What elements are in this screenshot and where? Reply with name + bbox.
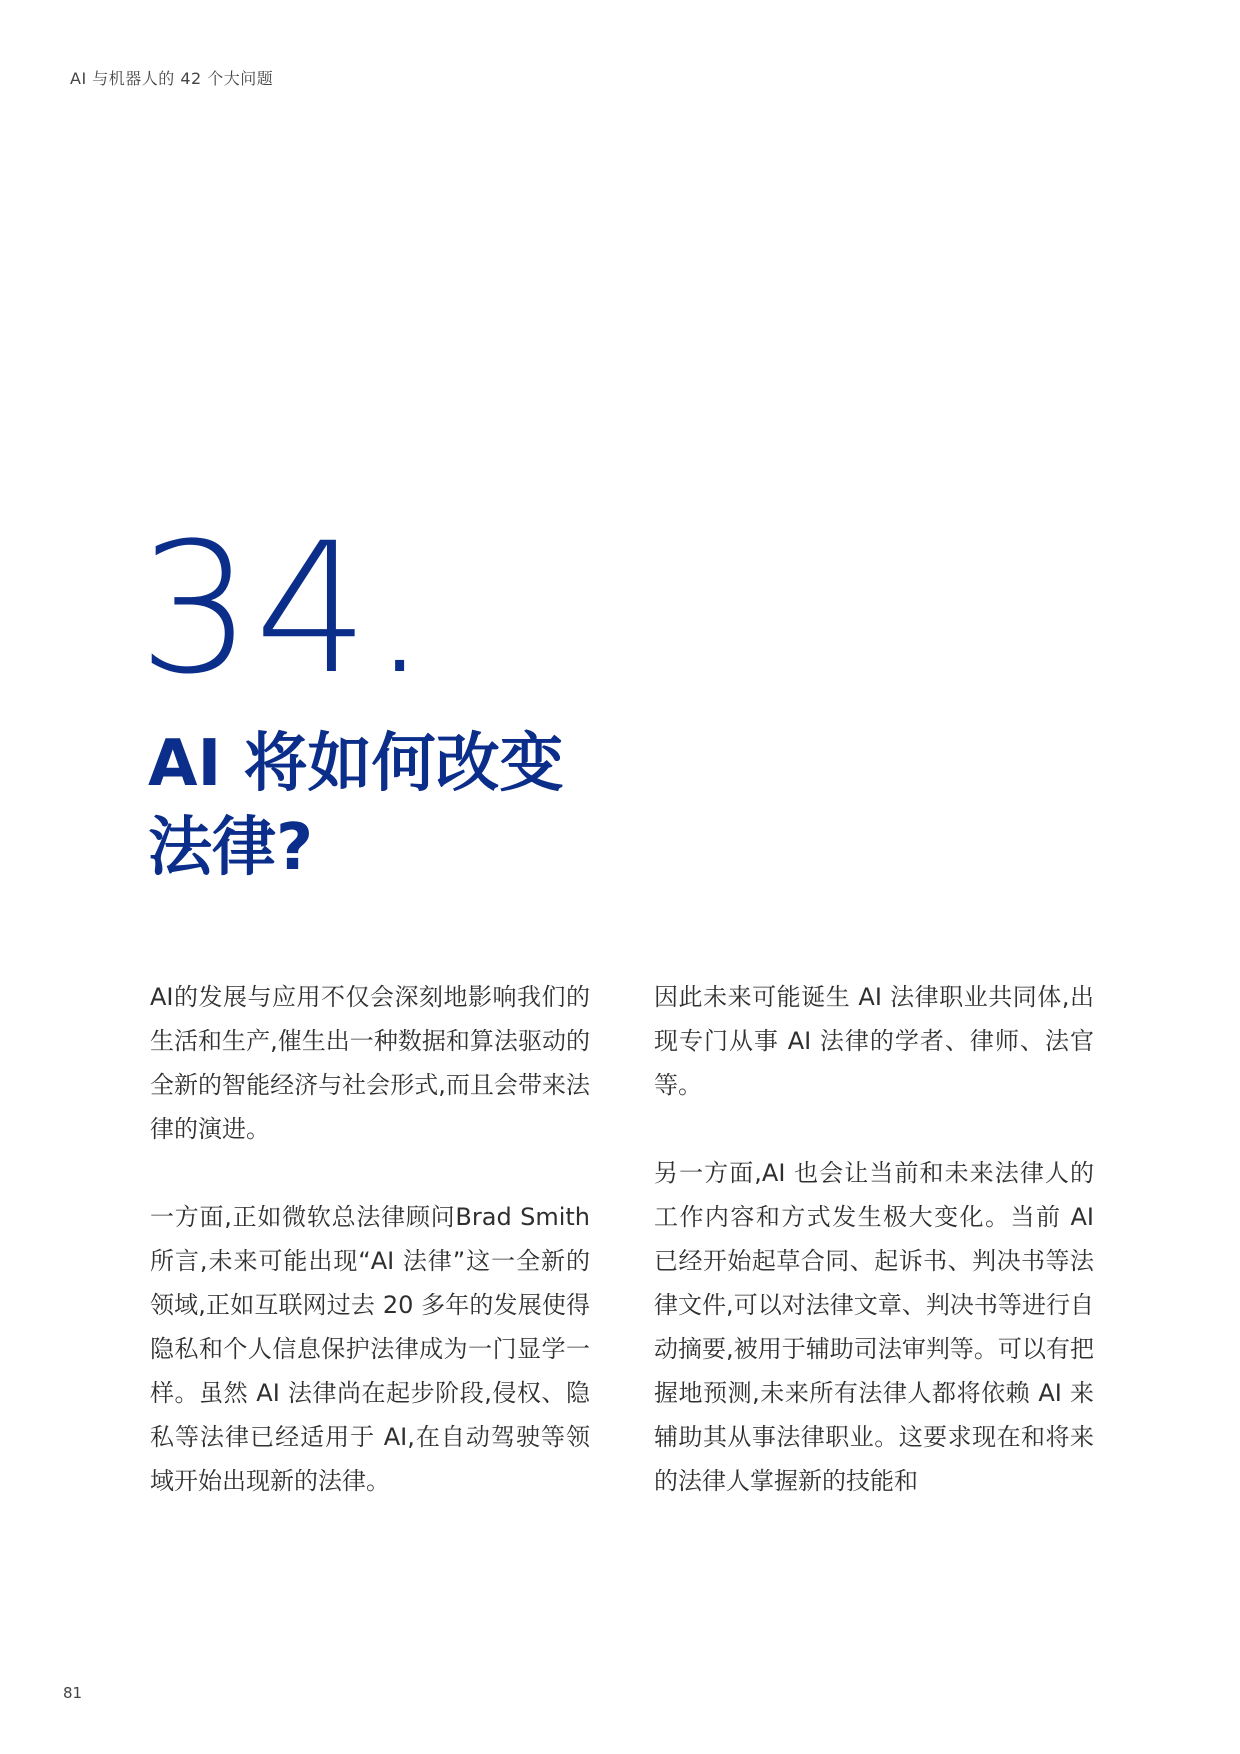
- running-header: AI 与机器人的 42 个大问题: [70, 69, 274, 88]
- body-paragraph: 另一方面,AI 也会让当前和未来法律人的工作内容和方式发生极大变化。当前 AI 已经开始起草合同、起诉书、判决书等法律文件,可以对法律文章、判决书等进行自动摘要,被用于辅助司法审判等。可以有把握地预测,未来所有法律人都将依赖 AI 来辅助其从事法律职业。这要求现在和将来的法律人掌握新的技能和: [654, 1159, 1094, 1495]
- body-column-right: [654, 975, 1094, 1503]
- chapter-title-line-2: 法律?: [148, 811, 314, 885]
- page-number: 81: [63, 1684, 83, 1702]
- body-column-left: [150, 975, 590, 1503]
- body-paragraph: AI的发展与应用不仅会深刻地影响我们的生活和生产,催生出一种数据和算法驱动的全新的智能经济与社会形式,而且会带来法律的演进。: [150, 983, 590, 1143]
- chapter-title-line-1: AI 将如何改变: [148, 727, 564, 801]
- body-paragraph: 一方面,正如微软总法律顾问Brad Smith 所言,未来可能出现“AI 法律”这一全新的领域,正如互联网过去 20 多年的发展使得隐私和个人信息保护法律成为一门显学一样。虽然 AI 法律尚在起步阶段,侵权、隐私等法律已经适用于 AI,在自动驾驶等领域开始出现新的法律。: [150, 1203, 590, 1495]
- body-paragraph: 因此未来可能诞生 AI 法律职业共同体,出现专门从事 AI 法律的学者、律师、法官等。: [654, 983, 1094, 1099]
- chapter-number: 34.: [138, 505, 431, 714]
- chapter-title: [148, 722, 668, 890]
